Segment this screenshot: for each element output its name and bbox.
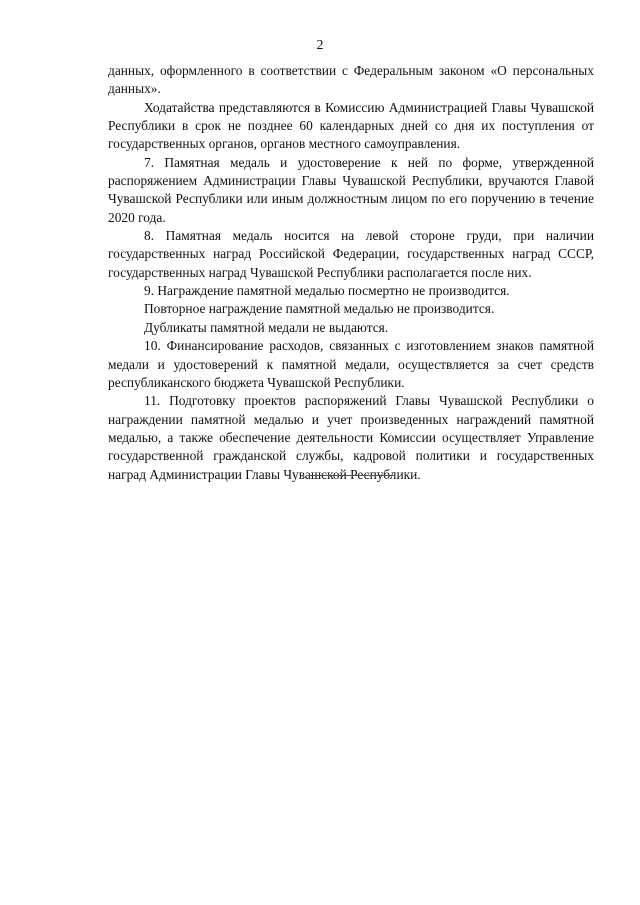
page-number: 2 bbox=[316, 38, 324, 53]
paragraph-item-8: 8. Памятная медаль носится на левой стороне груди, при наличии государственных наград Российской Федерации, государственных наград СССР, государственных наград Чувашской Республики располагается после них. bbox=[108, 228, 594, 280]
paragraph-petitions: Ходатайства представляются в Комиссию Администрацией Главы Чувашской Республики в срок не позднее 60 календарных дней со дня их поступления от государственных органов, органов местного самоуправления. bbox=[108, 99, 594, 152]
paragraph-item-7: 7. Памятная медаль и удостоверение к ней по форме, утвержденной распоряжением Администрации Главы Чувашской Республики, вручаются Главой Чувашской Республики или иным должностным лицом по его поручению в течение 2020 года. bbox=[108, 154, 594, 225]
paragraph-duplicates: Дубликаты памятной медали не выдаются. bbox=[144, 319, 389, 335]
end-divider bbox=[308, 475, 394, 476]
paragraph-item-9: 9. Награждение памятной медалью посмертно не производится. bbox=[144, 283, 510, 299]
paragraph-item-10: 10. Финансирование расходов, связанных с изготовлением знаков памятной медали и удостоверений к памятной медали, осуществляется за счет средств республиканского бюджета Чувашской Республики. bbox=[108, 338, 594, 390]
document-body bbox=[108, 62, 594, 484]
paragraph-continuation: данных, оформленного в соответствии с Федеральным законом «О персональных данных». bbox=[108, 63, 594, 97]
paragraph-repeat-award: Повторное награждение памятной медалью не производится. bbox=[144, 301, 495, 317]
paragraph-item-11: 11. Подготовку проектов распоряжений Главы Чувашской Республики о награждении памятной медалью и учет произведенных награждений памятной медалью, а также обеспечение деятельности Комиссии осуществляет Управление государственной гражданской службы, кадровой политики и государственных наград Администрации Главы Чувашской Республики. bbox=[108, 393, 594, 482]
